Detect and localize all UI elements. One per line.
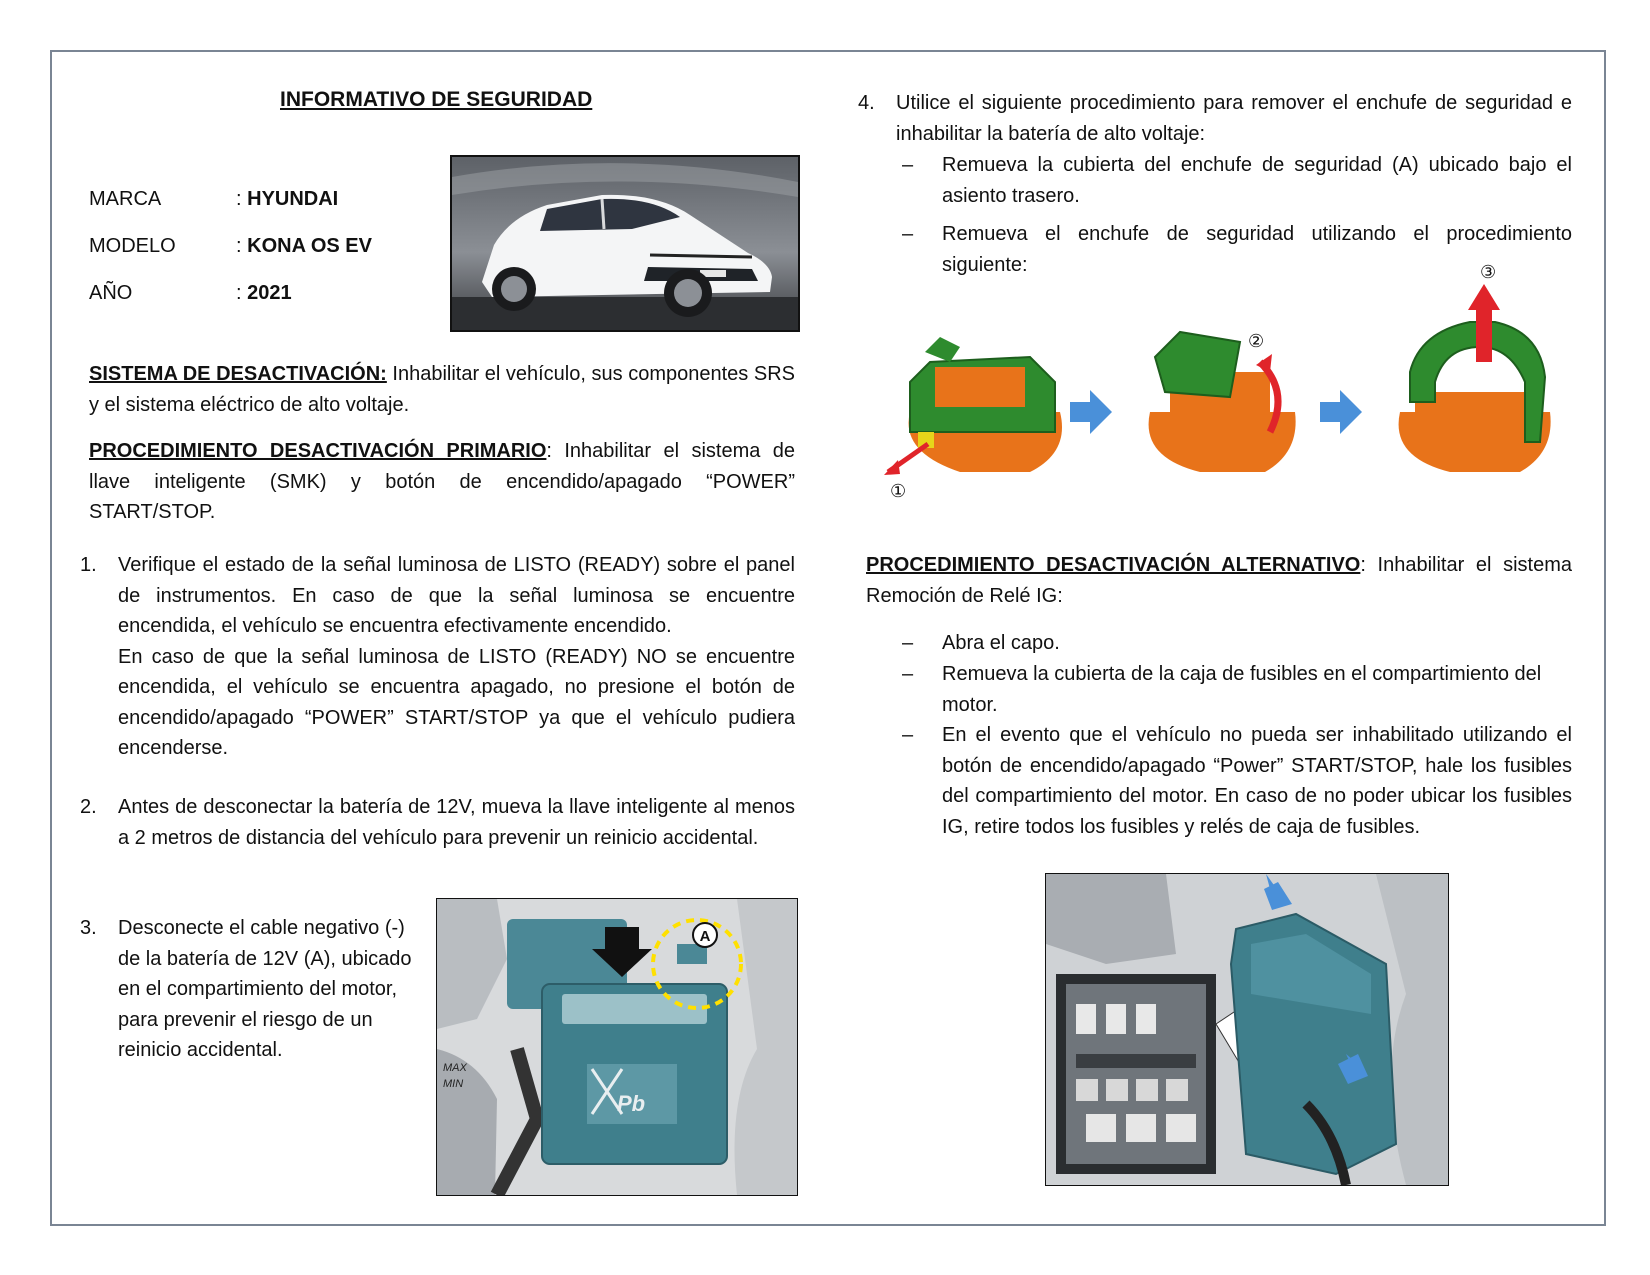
alternativo-text: : Inhabilitar el sistema Remoción de Relé IG: (866, 554, 1572, 607)
plug-stage-3 (1399, 284, 1551, 472)
step-3-number: 3. (80, 917, 97, 939)
plug-label-1: ① (890, 481, 907, 502)
battery-max-label: MAX (443, 1062, 467, 1074)
primario-paragraph (89, 436, 795, 528)
model-label: MODELO (89, 235, 176, 257)
step-arrow-2 (1320, 390, 1362, 434)
step4-bullet-2: Remueva el enchufe de seguridad utilizando el procedimiento siguiente: (942, 223, 1572, 276)
sistema-paragraph (89, 359, 795, 420)
sistema-heading: SISTEMA DE DESACTIVACIÓN: (89, 363, 387, 385)
step-4-number: 4. (858, 92, 875, 114)
alt-bullet-2-dash: – (902, 663, 914, 685)
battery-callout-a: A (699, 928, 711, 945)
step-1-text: Verifique el estado de la señal luminosa de LISTO (READY) sobre el panel de instrumentos. En caso de que la señal luminosa se encuentre encendida, el vehículo se encuentra efectivamente encendido. En caso de que la señal luminosa de LISTO (READY) NO se encuentre encendida, el vehículo se encuentra apagado, no presione el botón de encendido/apagado “POWER” START/STOP ya que el vehículo pudiera encenderse. (118, 554, 795, 759)
step4-bullet-1: Remueva la cubierta del enchufe de seguridad (A) ubicado bajo el asiento trasero. (942, 154, 1572, 207)
primario-heading: PROCEDIMIENTO DESACTIVACIÓN PRIMARIO (89, 440, 547, 462)
primario-text: : Inhabilitar el sistema de llave inteligente (SMK) y botón de encendido/apagado “POWER” START/STOP. (89, 440, 795, 523)
brand-value: : HYUNDAI (236, 188, 339, 210)
step4-bullet-1-dash: – (902, 154, 914, 176)
battery-min-label: MIN (443, 1078, 464, 1090)
plug-label-3: ③ (1480, 262, 1497, 283)
safety-plug-diagram (880, 262, 1580, 502)
plug-label-2: ② (1248, 331, 1265, 352)
step-2-text: Antes de desconectar la batería de 12V, mueva la llave inteligente al menos a 2 metros de distancia del vehículo para prevenir un reinicio accidental. (118, 796, 795, 849)
year-label: AÑO (89, 282, 133, 304)
step-1-number: 1. (80, 554, 97, 576)
step-arrow-1 (1070, 390, 1112, 434)
page-title: INFORMATIVO DE SEGURIDAD (280, 88, 593, 111)
battery-pb-label: Pb (617, 1091, 646, 1116)
model-value: : KONA OS EV (236, 235, 372, 257)
alt-bullet-1-dash: – (902, 632, 914, 654)
plug-stage-1 (884, 337, 1062, 475)
plug-stage-2 (1149, 332, 1296, 472)
alt-bullet-3-dash: – (902, 724, 914, 746)
battery-illustration (436, 898, 798, 1196)
step-4-text: Utilice el siguiente procedimiento para remover el enchufe de seguridad e inhabilitar la batería de alto voltaje: (896, 92, 1572, 145)
alt-bullet-1: Abra el capo. (942, 632, 1060, 654)
alt-bullet-2: Remueva la cubierta de la caja de fusibles en el compartimiento del motor. (942, 663, 1542, 716)
brand-label: MARCA (89, 188, 162, 210)
alternativo-paragraph (866, 550, 1572, 611)
alternativo-heading: PROCEDIMIENTO DESACTIVACIÓN ALTERNATIVO (866, 554, 1361, 576)
step-3-text: Desconecte el cable negativo (-) de la batería de 12V (A), ubicado en el compartimiento del motor, para prevenir el riesgo de un reinicio accidental. (118, 917, 412, 1061)
fuse-box-illustration (1045, 873, 1449, 1186)
sistema-text: Inhabilitar el vehículo, sus componentes SRS y el sistema eléctrico de alto voltaje. (89, 363, 795, 416)
alt-bullet-3: En el evento que el vehículo no pueda ser inhabilitado utilizando el botón de encendido/apagado “Power” START/STOP, hale los fusibles del compartimiento del motor. En caso de no poder ubicar los fusibles IG, retire todos los fusibles y relés de caja de fusibles. (942, 724, 1572, 838)
step4-bullet-2-dash: – (902, 223, 914, 245)
vehicle-photo (450, 155, 800, 332)
step-2-number: 2. (80, 796, 97, 818)
year-value: : 2021 (236, 282, 292, 304)
